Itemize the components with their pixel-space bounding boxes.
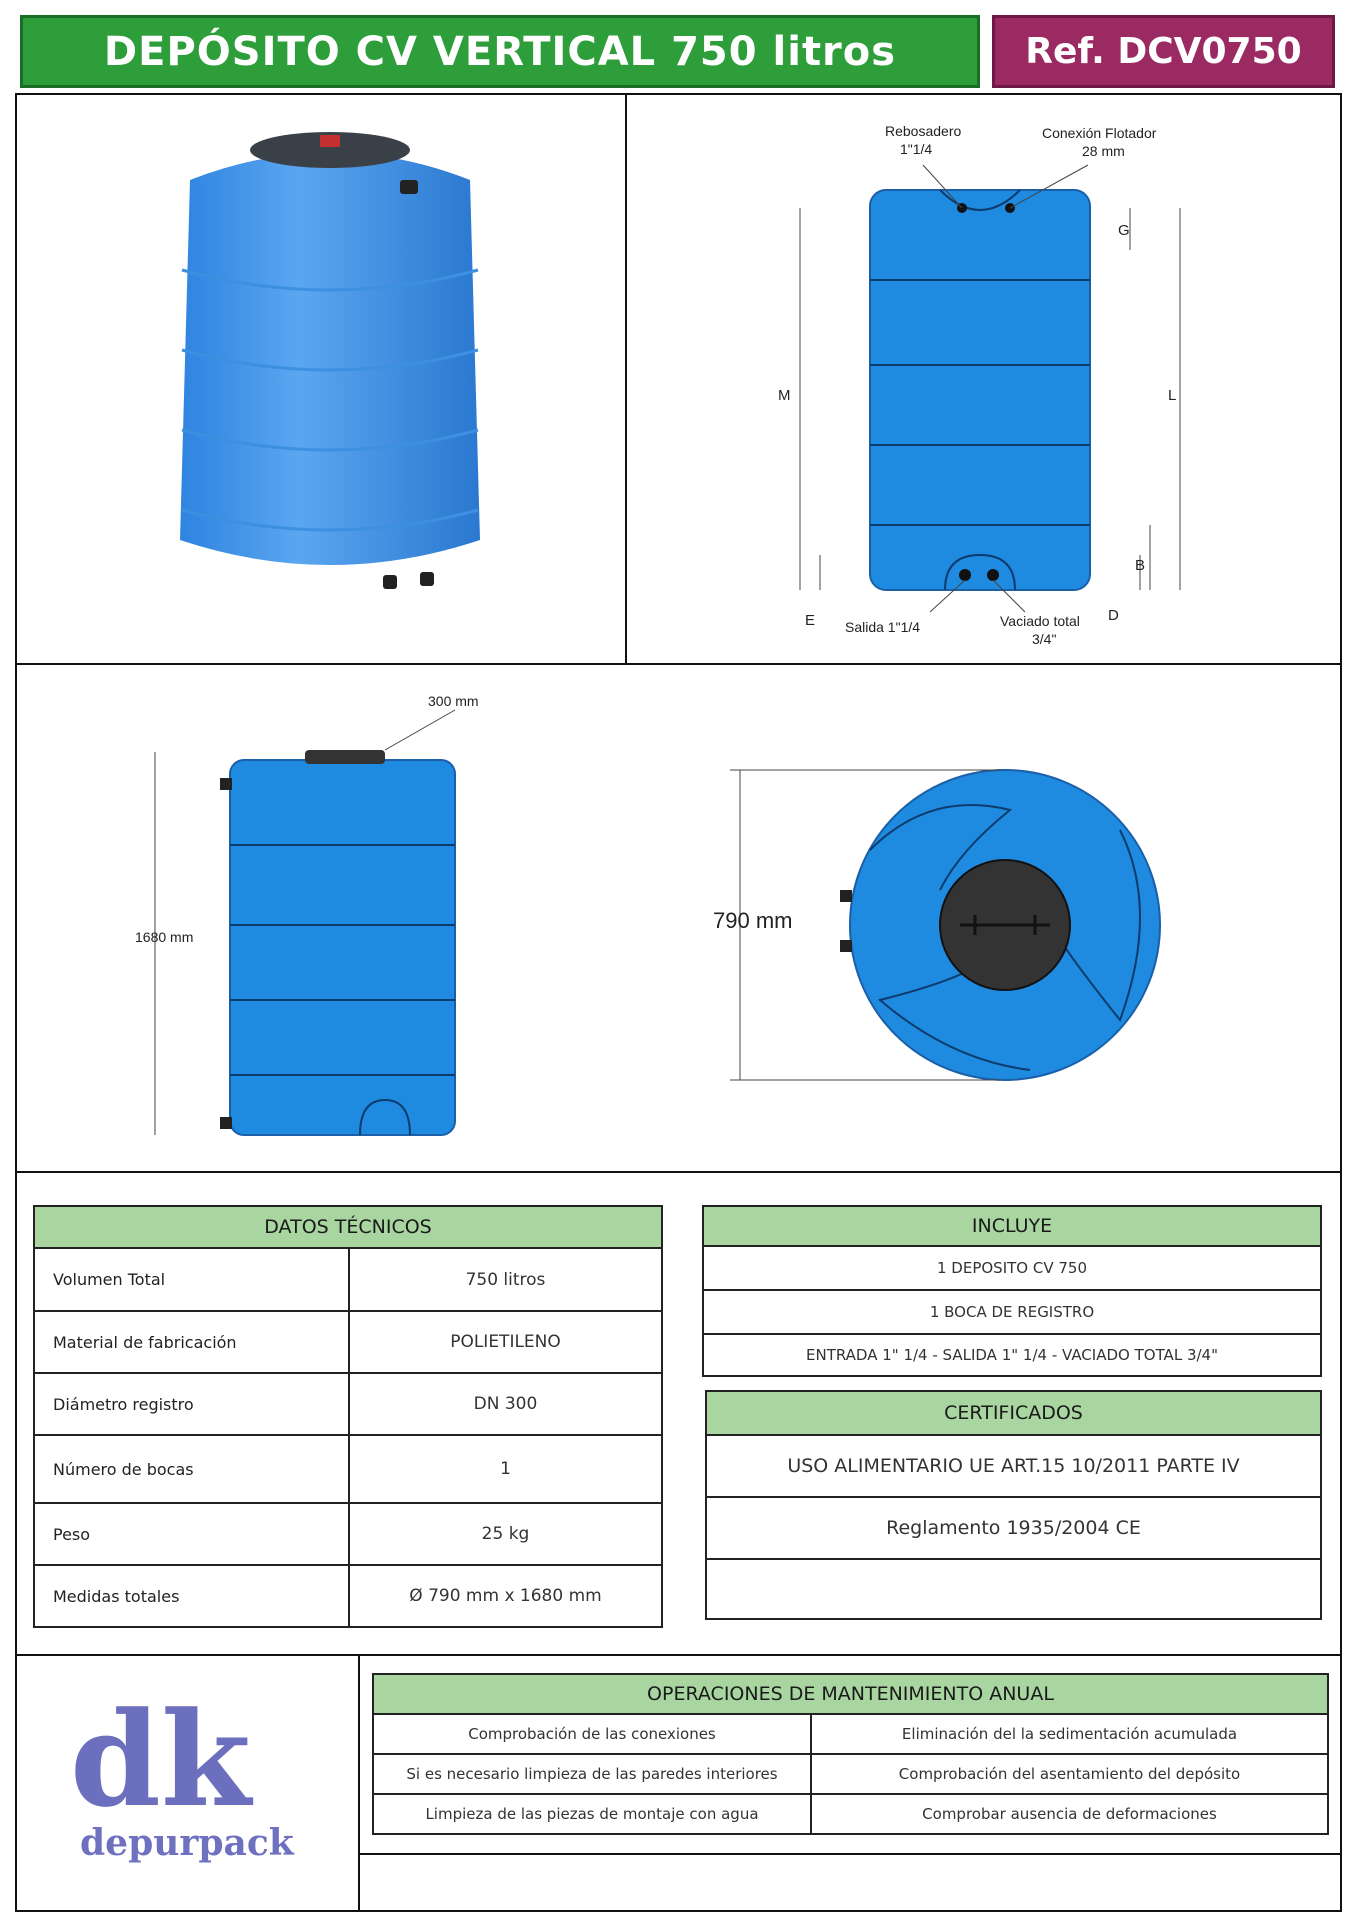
certificado-item: Reglamento 1935/2004 CE — [706, 1497, 1321, 1559]
mantenimiento-table — [372, 1673, 1329, 1835]
label-conexion-size: 28 mm — [1082, 143, 1125, 159]
label-g: G — [1118, 222, 1130, 239]
row-value: 1 — [349, 1435, 662, 1503]
list-item — [703, 1334, 1321, 1376]
page-title: DEPÓSITO CV VERTICAL 750 litros — [20, 15, 980, 88]
table-row — [373, 1794, 1328, 1834]
list-item — [706, 1435, 1321, 1497]
label-rebosadero-size: 1"1/4 — [900, 141, 933, 157]
table-row — [34, 1311, 662, 1373]
incluye-table — [702, 1205, 1322, 1377]
table-row — [373, 1754, 1328, 1794]
label-m: M — [778, 387, 791, 404]
incluye-item: ENTRADA 1" 1/4 - SALIDA 1" 1/4 - VACIADO TOTAL 3/4" — [703, 1334, 1321, 1376]
depurpack-logo — [60, 1680, 310, 1880]
list-item — [706, 1497, 1321, 1559]
label-e: E — [805, 612, 816, 629]
divider-vertical — [625, 93, 627, 665]
row-label: Volumen Total — [34, 1248, 349, 1311]
label-cover: 300 mm — [428, 693, 479, 709]
label-vaciado-size: 3/4" — [1032, 631, 1057, 647]
tank-photo — [170, 120, 490, 620]
row-value: Ø 790 mm x 1680 mm — [349, 1565, 662, 1627]
incluye-item: 1 DEPOSITO CV 750 — [703, 1246, 1321, 1290]
row-label: Diámetro registro — [34, 1373, 349, 1435]
logo-brand: depurpack — [80, 1822, 294, 1864]
technical-drawing-top-view — [700, 750, 1180, 1090]
list-item — [706, 1559, 1321, 1619]
datos-tecnicos-title: DATOS TÉCNICOS — [34, 1206, 662, 1248]
technical-drawing-front — [640, 100, 1340, 660]
list-item — [703, 1246, 1321, 1290]
row-value: POLIETILENO — [349, 1311, 662, 1373]
table-row — [34, 1565, 662, 1627]
row-value: 750 litros — [349, 1248, 662, 1311]
logo-letters: dk — [70, 1683, 251, 1836]
mantenimiento-cell: Si es necesario limpieza de las paredes interiores — [373, 1754, 811, 1794]
label-b: B — [1135, 557, 1146, 574]
incluye-title: INCLUYE — [703, 1206, 1321, 1246]
label-diameter: 790 mm — [713, 908, 793, 933]
row-value: 25 kg — [349, 1503, 662, 1565]
table-row — [34, 1503, 662, 1565]
label-d: D — [1108, 607, 1119, 624]
row-label: Medidas totales — [34, 1565, 349, 1627]
list-item — [703, 1290, 1321, 1334]
mantenimiento-cell: Comprobar ausencia de deformaciones — [811, 1794, 1328, 1834]
label-height: 1680 mm — [135, 929, 194, 945]
table-row — [373, 1714, 1328, 1754]
table-row — [34, 1248, 662, 1311]
certificado-item: USO ALIMENTARIO UE ART.15 10/2011 PARTE IV — [706, 1435, 1321, 1497]
mantenimiento-title: OPERACIONES DE MANTENIMIENTO ANUAL — [373, 1674, 1328, 1714]
reference-badge: Ref. DCV0750 — [992, 15, 1335, 88]
datos-tecnicos-table — [33, 1205, 663, 1628]
certificado-item — [706, 1559, 1321, 1619]
row-value: DN 300 — [349, 1373, 662, 1435]
table-row — [34, 1435, 662, 1503]
certificados-title: CERTIFICADOS — [706, 1391, 1321, 1435]
label-salida: Salida 1"1/4 — [845, 619, 921, 635]
row-label: Número de bocas — [34, 1435, 349, 1503]
table-row — [34, 1373, 662, 1435]
mantenimiento-cell: Eliminación del la sedimentación acumulada — [811, 1714, 1328, 1754]
mantenimiento-cell: Comprobación del asentamiento del depósito — [811, 1754, 1328, 1794]
label-l: L — [1168, 387, 1177, 404]
mantenimiento-cell: Limpieza de las piezas de montaje con agua — [373, 1794, 811, 1834]
certificados-table — [705, 1390, 1322, 1620]
incluye-item: 1 BOCA DE REGISTRO — [703, 1290, 1321, 1334]
row-label: Peso — [34, 1503, 349, 1565]
label-conexion: Conexión Flotador — [1042, 125, 1157, 141]
bottom-line — [358, 1853, 1342, 1855]
label-vaciado: Vaciado total — [1000, 613, 1080, 629]
divider-bottom — [358, 1654, 360, 1912]
mantenimiento-cell: Comprobación de las conexiones — [373, 1714, 811, 1754]
technical-drawing-side — [120, 680, 520, 1150]
label-rebosadero: Rebosadero — [885, 123, 962, 139]
row-label: Material de fabricación — [34, 1311, 349, 1373]
